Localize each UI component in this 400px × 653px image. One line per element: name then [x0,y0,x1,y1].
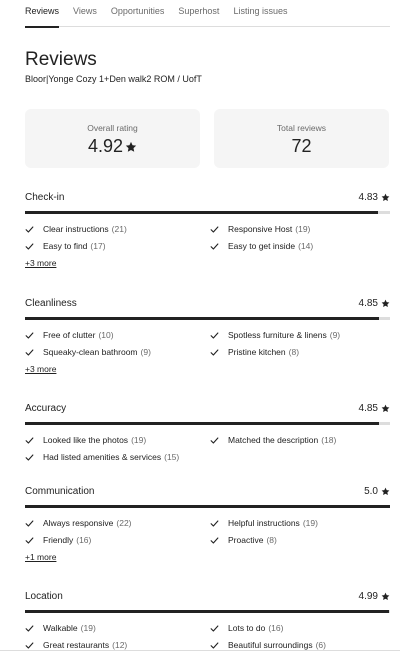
tag-item [25,222,210,236]
check-icon [210,436,219,445]
category-name: Check-in [25,191,65,203]
check-icon [25,519,34,528]
rating-bar [25,422,390,425]
tag-item [210,222,390,236]
tab-listing-issues[interactable]: Listing issues [233,6,288,16]
rating-bar-fill [25,422,379,425]
tag-label: Free of clutter [43,330,96,340]
check-icon [210,225,219,234]
tag-label: Proactive [228,535,264,545]
category-check-in [25,190,390,271]
check-icon [25,242,34,251]
overall-rating-value [25,136,200,157]
category-name: Accuracy [25,402,67,414]
tag-count: (21) [111,224,127,234]
tag-count: (18) [321,435,337,445]
tag-item [210,239,390,253]
tag-item [210,345,390,359]
check-icon [25,225,34,234]
category-score-value: 4.85 [358,297,378,309]
category-score-value: 4.85 [358,402,378,414]
tag-label: Easy to find [43,241,88,251]
show-more-link[interactable]: +1 more [25,552,57,562]
tag-count: (8) [288,347,300,357]
tag-item [210,533,390,547]
category-score-value: 4.83 [358,191,378,203]
total-reviews-card [214,109,389,168]
category-score [359,192,390,203]
check-icon [25,536,34,545]
check-icon [25,348,34,357]
tag-item [25,433,210,447]
tag-count: (14) [298,241,314,251]
star-icon [381,404,390,413]
tag-label: Pristine kitchen [228,347,286,357]
tag-count: (9) [140,347,151,357]
show-more-link[interactable]: +3 more [25,258,57,268]
tag-label: Easy to get inside [228,241,296,251]
tab-reviews[interactable]: Reviews [25,0,59,27]
page-title: Reviews [25,49,97,70]
overall-rating-card [25,109,200,168]
check-icon [25,453,34,462]
tag-count: (12) [112,640,128,650]
check-icon [210,536,219,545]
category-tags [25,328,390,359]
tag-count: (16) [268,623,284,633]
tag-item [210,433,390,447]
tag-count: (19) [295,224,311,234]
tag-label: Looked like the photos [43,435,129,445]
star-icon [381,193,390,202]
rating-bar-fill [25,610,389,613]
tag-count: (10) [98,330,114,340]
tag-label: Had listed amenities & services [43,452,162,462]
rating-bar-fill [25,505,390,508]
tag-count: (15) [164,452,180,462]
total-reviews-label: Total reviews [276,123,327,133]
rating-bar [25,211,390,214]
category-name: Cleanliness [25,297,77,309]
category-header [25,589,390,603]
category-name: Location [25,590,63,602]
check-icon [210,348,219,357]
tag-count: (19) [302,518,318,528]
tag-count: (9) [329,330,341,340]
category-tags [25,433,390,464]
category-header [25,190,390,204]
tag-item [25,345,210,359]
tag-count: (19) [131,435,147,445]
category-header [25,296,390,310]
listing-title: Bloor|Yonge Cozy 1+Den walk2 ROM / UofT [25,74,202,84]
overall-rating-number: 4.92 [87,136,124,156]
tag-count: (17) [90,241,106,251]
check-icon [25,331,34,340]
tag-item [25,239,210,253]
tag-label: Clear instructions [43,224,109,234]
tag-item [210,621,390,635]
tag-label: Responsive Host [228,224,293,234]
tab-opportunities[interactable]: Opportunities [110,6,165,16]
category-tags [25,516,390,547]
tag-label: Squeaky-clean bathroom [43,347,138,357]
check-icon [210,519,219,528]
check-icon [210,331,219,340]
rating-bar [25,317,390,320]
tag-label: Matched the description [228,435,319,445]
category-cleanliness [25,296,390,377]
category-score-value: 4.99 [358,590,378,602]
tag-item [210,328,390,342]
tag-label: Always responsive [43,518,114,528]
category-score [359,591,390,602]
category-location [25,589,390,652]
tag-label: Walkable [43,623,78,633]
rating-bar-fill [25,317,379,320]
star-icon [125,141,137,153]
category-score [359,298,390,309]
overall-rating-label: Overall rating [87,123,138,133]
category-score [359,403,390,414]
tag-count: (6) [315,640,326,650]
tag-label: Helpful instructions [228,518,300,528]
tag-item [25,533,210,547]
check-icon [210,641,219,650]
category-tags [25,621,390,652]
category-tags [25,222,390,253]
tab-bar [25,0,390,27]
tag-item [25,621,210,635]
tag-count: (19) [80,623,96,633]
category-header [25,401,390,415]
check-icon [25,624,34,633]
category-communication [25,484,390,565]
tag-label: Lots to do [228,623,266,633]
rating-bar [25,610,390,613]
tag-label: Beautiful surroundings [228,640,313,650]
category-accuracy [25,401,390,464]
star-icon [381,592,390,601]
tag-count: (16) [76,535,92,545]
tag-item [25,516,210,530]
tag-item [25,328,210,342]
tag-item [25,450,210,464]
tag-item [210,516,390,530]
category-score-value: 5.0 [364,485,378,497]
divider [0,650,400,651]
category-score [364,486,390,497]
check-icon [210,242,219,251]
star-icon [381,487,390,496]
total-reviews-value: 72 [291,136,312,156]
show-more-link[interactable]: +3 more [25,364,57,374]
tab-views[interactable]: Views [73,6,97,16]
star-icon [381,299,390,308]
category-name: Communication [25,485,95,497]
tag-count: (8) [266,535,277,545]
rating-bar-fill [25,211,378,214]
rating-bar [25,505,390,508]
tag-count: (22) [116,518,132,528]
check-icon [25,641,34,650]
check-icon [25,436,34,445]
category-header [25,484,390,498]
tag-label: Spotless furniture & linens [228,330,327,340]
check-icon [210,624,219,633]
tag-label: Great restaurants [43,640,110,650]
tag-label: Friendly [43,535,74,545]
tab-superhost[interactable]: Superhost [178,6,220,16]
